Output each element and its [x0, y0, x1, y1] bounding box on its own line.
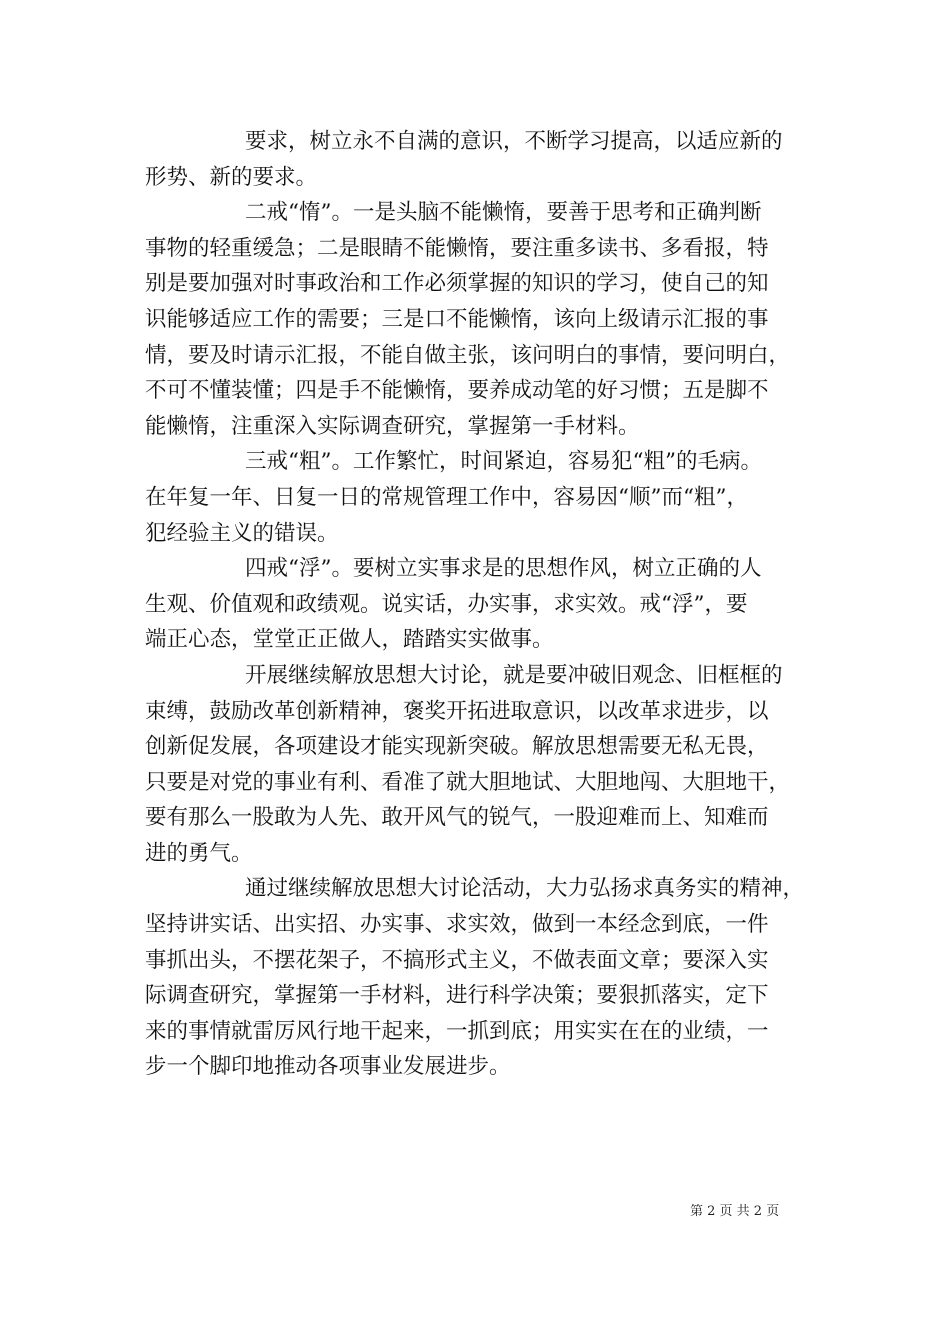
paragraph	[145, 124, 810, 195]
paragraph	[145, 195, 810, 444]
paragraph-line: 形势、新的要求。	[145, 164, 318, 190]
paragraph-line: 识能够适应工作的需要；三是口不能懒惰，该向上级请示汇报的事	[145, 306, 769, 332]
paragraph-line: 要求，树立永不自满的意识，不断学习提高，以适应新的	[245, 129, 783, 154]
paragraph-line: 端正心态，堂堂正正做人，踏踏实实做事。	[145, 627, 554, 653]
paragraph	[145, 551, 810, 658]
paragraph-line: 际调查研究，掌握第一手材料，进行科学决策；要狠抓落实，定下	[145, 983, 769, 1009]
paragraph-line: 三戒“粗”。工作繁忙，时间紧迫，容易犯“粗”的毛病。	[245, 449, 762, 475]
paragraph-line: 不可不懂装懂；四是手不能懒惰，要养成动笔的好习惯；五是脚不	[145, 378, 769, 404]
paragraph	[145, 444, 810, 551]
paragraph-line: 只要是对党的事业有利、看准了就大胆地试、大胆地闯、大胆地干，	[145, 769, 791, 795]
paragraph-line: 进的勇气。	[145, 840, 253, 866]
paragraph-line: 别是要加强对时事政治和工作必须掌握的知识的学习，使自己的知	[145, 271, 769, 297]
paragraph-line: 事物的轻重缓急；二是眼睛不能懒惰，要注重多读书、多看报，特	[145, 235, 769, 261]
paragraph-line: 步一个脚印地推动各项事业发展进步。	[145, 1054, 511, 1080]
paragraph-line: 坚持讲实话、出实招、办实事、求实效，做到一本经念到底，一件	[145, 912, 769, 938]
paragraph	[145, 871, 810, 1085]
paragraph-line: 开展继续解放思想大讨论，就是要冲破旧观念、旧框框的	[245, 662, 783, 688]
paragraph-line: 要有那么一股敢为人先、敢开风气的锐气，一股迎难而上、知难而	[145, 805, 769, 831]
paragraph-line: 事抓出头，不摆花架子，不搞形式主义，不做表面文章；要深入实	[145, 947, 769, 973]
paragraph	[145, 658, 810, 872]
paragraph-line: 通过继续解放思想大讨论活动，大力弘扬求真务实的精神，	[245, 876, 805, 902]
paragraph-line: 四戒“浮”。要树立实事求是的思想作风，树立正确的人	[245, 556, 762, 582]
page-number-footer: 第 2 页 共 2 页	[690, 1204, 780, 1219]
paragraph-line: 来的事情就雷厉风行地干起来，一抓到底；用实实在在的业绩，一	[145, 1018, 769, 1044]
paragraph-line: 情，要及时请示汇报，不能自做主张，该问明白的事情，要问明白，	[145, 342, 791, 368]
paragraph-line: 创新促发展，各项建设才能实现新突破。解放思想需要无私无畏，	[145, 734, 769, 760]
paragraph-line: 在年复一年、日复一日的常规管理工作中，容易因“顺”而“粗”，	[145, 484, 748, 510]
paragraph-line: 二戒“惰”。一是头脑不能懒惰，要善于思考和正确判断	[245, 200, 762, 226]
paragraph-line: 能懒惰，注重深入实际调查研究，掌握第一手材料。	[145, 413, 640, 439]
paragraph-line: 生观、价值观和政绩观。说实话，办实事，求实效。戒“浮”，要	[145, 591, 748, 617]
paragraph-line: 束缚，鼓励改革创新精神，褒奖开拓进取意识，以改革求进步，以	[145, 698, 769, 724]
paragraph-line: 犯经验主义的错误。	[145, 520, 339, 546]
document-body	[145, 124, 810, 1085]
